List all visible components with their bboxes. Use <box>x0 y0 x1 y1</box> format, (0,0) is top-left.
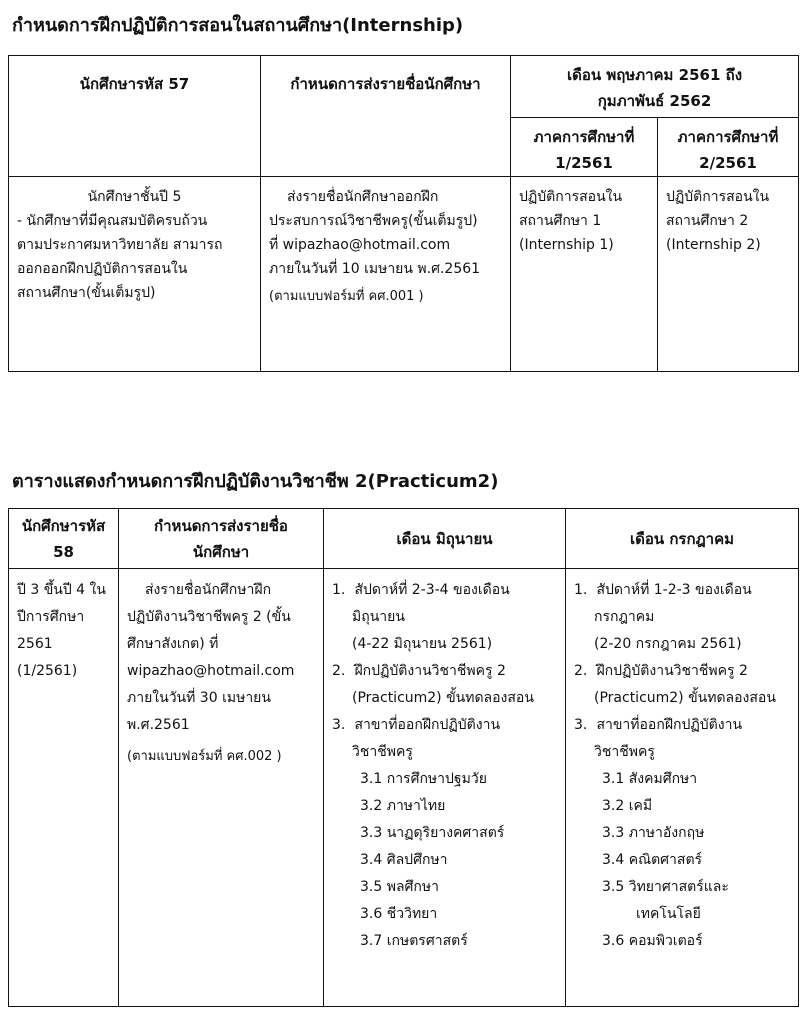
subject-item: 3.2 เคมี <box>602 798 653 814</box>
cell-june-schedule: 1. สัปดาห์ที่ 2-3-4 ของเดือน มิถุนายน (4-22 มิถุนายน 2561) 2. ฝึกปฏิบัติงานวิชาชีพครู 2 (Practicum2) ขั้นทดลองสอน 3. สาขาที่ออกฝึกปฏิบัติงาน วิชาชีพครู 3.1 การศึกษาปฐมวัย 3.2 ภาษาไทย 3.3 นาฏดุริยางคศาสตร์ 3.4 ศิลปศึกษา 3.5 พลศึกษา 3.6 ชีววิทยา 3.7 เกษตรศาสตร์ <box>324 569 566 1007</box>
subject-item: 3.1 การศึกษาปฐมวัย <box>360 771 487 787</box>
header-semester-2: ภาคการศึกษาที่ 2/2561 <box>658 118 799 177</box>
cell-july-schedule: 1. สัปดาห์ที่ 1-2-3 ของเดือน กรกฎาคม (2-20 กรกฎาคม 2561) 2. ฝึกปฏิบัติงานวิชาชีพครู 2 (Practicum2) ขั้นทดลองสอน 3. สาขาที่ออกฝึกปฏิบัติงาน วิชาชีพครู 3.1 สังคมศึกษา 3.2 เคมี 3.3 ภาษาอังกฤษ 3.4 คณิตศาสตร์ 3.5 วิทยาศาสตร์และ เทคโนโลยี 3.6 คอมพิวเตอร์ <box>566 569 799 1007</box>
header-submit-schedule-2: กำหนดการส่งรายชื่อ นักศึกษา <box>119 509 324 569</box>
practicum-table <box>8 508 799 1007</box>
subject-item: 3.4 ศิลปศึกษา <box>360 852 448 868</box>
subject-item: 3.6 คอมพิวเตอร์ <box>602 933 703 949</box>
subject-item: 3.3 นาฏดุริยางคศาสตร์ <box>360 825 505 841</box>
subject-item: 3.2 ภาษาไทย <box>360 798 446 814</box>
header-july: เดือน กรกฎาคม <box>566 509 799 569</box>
subject-item: 3.6 ชีววิทยา <box>360 906 438 922</box>
cell-student-year3: ปี 3 ขึ้นปี 4 ใน ปีการศึกษา 2561 (1/2561) <box>9 569 119 1007</box>
header-semester-1: ภาคการศึกษาที่ 1/2561 <box>511 118 658 177</box>
header-period: เดือน พฤษภาคม 2561 ถึง กุมภาพันธ์ 2562 <box>511 56 799 118</box>
subject-item: 3.5 พลศึกษา <box>360 879 439 895</box>
header-student-code-57: นักศึกษารหัส 57 <box>9 56 261 177</box>
header-june: เดือน มิถุนายน <box>324 509 566 569</box>
practicum-title: ตารางแสดงกำหนดการฝึกปฏิบัติงานวิชาชีพ 2(Practicum2) <box>12 471 499 492</box>
subject-item: 3.4 คณิตศาสตร์ <box>602 852 703 868</box>
cell-student-year5: นักศึกษาชั้นปี 5 - นักศึกษาที่มีคุณสมบัติครบถ้วน ตามประกาศมหาวิทยาลัย สามารถ ออกออกฝึกปฏิบัติการสอนใน สถานศึกษา(ขั้นเต็มรูป) <box>9 177 261 372</box>
cell-submit-internship: ส่งรายชื่อนักศึกษาออกฝึก ประสบการณ์วิชาชีพครู(ขั้นเต็มรูป) ที่ wipazhao@hotmail.com ภายในวันที่ 10 เมษายน พ.ศ.2561 (ตามแบบฟอร์มที่ คศ.001 ) <box>261 177 511 372</box>
internship-title: กำหนดการฝึกปฏิบัติการสอนในสถานศึกษา(Internship) <box>12 15 464 36</box>
subject-item-cont: เทคโนโลยี <box>636 906 701 922</box>
cell-internship-1: ปฏิบัติการสอนใน สถานศึกษา 1 (Internship 1) <box>511 177 658 372</box>
internship-table <box>8 55 799 372</box>
cell-submit-practicum: ส่งรายชื่อนักศึกษาฝึก ปฏิบัติงานวิชาชีพครู 2 (ขั้น ศึกษาสังเกต) ที่ wipazhao@hotmail.com ภายในวันที่ 30 เมษายน พ.ศ.2561 (ตามแบบฟอร์มที่ คศ.002 ) <box>119 569 324 1007</box>
header-submit-schedule: กำหนดการส่งรายชื่อนักศึกษา <box>261 56 511 177</box>
cell-internship-2: ปฏิบัติการสอนใน สถานศึกษา 2 (Internship 2) <box>658 177 799 372</box>
subject-item: 3.1 สังคมศึกษา <box>602 771 698 787</box>
subject-item: 3.5 วิทยาศาสตร์และ <box>602 879 729 895</box>
subject-item: 3.3 ภาษาอังกฤษ <box>602 825 705 841</box>
subject-item: 3.7 เกษตรศาสตร์ <box>360 933 468 949</box>
header-student-code-58: นักศึกษารหัส 58 <box>9 509 119 569</box>
